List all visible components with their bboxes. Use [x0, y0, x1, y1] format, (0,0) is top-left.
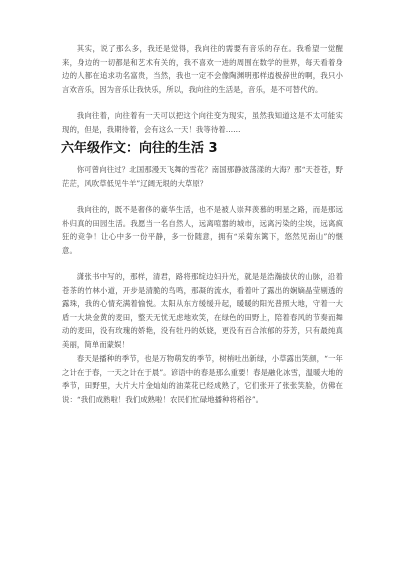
paragraph-spring-planting: 春天是播种的季节，也是万物萌发的季节，树梢吐出新绿，小草露出笑颜，“一年之计在于春，一天之计在于晨”。谚语中的春是那么重要！春是融化冰雪，温暖大地的季节，田野里，大片大片金灿灿的油菜花已经成熟了，它们张开了张张笑脸，仿佛在说：“我们成熟啦！我们成熟啦！农民们忙碌地播种将稻谷”。 [62, 354, 343, 404]
paragraph-music-life: 其实，说了那么多，我还是觉得，我向往的需要有音乐的存在。我希望一觉醒来，身边的一切都是和艺术有关的，我不喜欢一进的周围在数学的世界，每天看着身边的人都在追求功名富贵，当然，我也一定不会像陶渊明那样逍极辞世的啊，我只小言欢音乐，因为音乐让我快乐，所以，我向往的生活是，音乐，是不可替代的。 [62, 44, 343, 94]
paragraph-rural-life: 我向往的，既不是奢侈的豪华生活，也不是被人崇拜羡慕的明星之路，而是那远朴归真的田园生活。我愿当一名自然人，远离喧嚣的城市，远离污染的尘埃，远离疯狂的竞争！让心中多一份平静，多一份随意，拥有“采菊东篱下，悠然见南山”的惬意。 [62, 205, 343, 255]
paragraph-countryside-scene: 潇张书中写的，那样，清君，路将那绽边妇升光，就是是浩瀚拔伏的山脉，沿着苍茶的竹林小道，开步是清脆的鸟鸣，那凝的流水，看着叶了露出的娴嫡晶莹剔透的露珠，我的心情充满着愉悦。太阳从东方缓缓升起，暖暖的阳光普照大地，守着一大盾一大块金黄的麦田，整天无忧无虑地欢笑，在绿色的田野上，陪着春风的节奏而舞动的麦田，没有玫瑰的娇艳，没有牡丹的妖娆，更没有百合浓郁的芬芳，只有最纯真美丽，简单而蒙娱！ [62, 272, 343, 349]
paragraph-longing-question: 你可曾向往过？北国那漫天飞舞的雪花？南国那静波荡漾的大海？那“天苍苍，野茫茫，风吹草低见牛羊”辽阔无垠的大草原？ [62, 165, 343, 188]
paragraph-waiting: 我向往着，向往着有一天可以把这个向往变为现实，虽然我知道这是不太可能实现的，但是，我期待着，会有这么一天！我等待着…… [62, 111, 343, 134]
section-heading: 六年级作文：向往的生活 3 [61, 141, 218, 156]
